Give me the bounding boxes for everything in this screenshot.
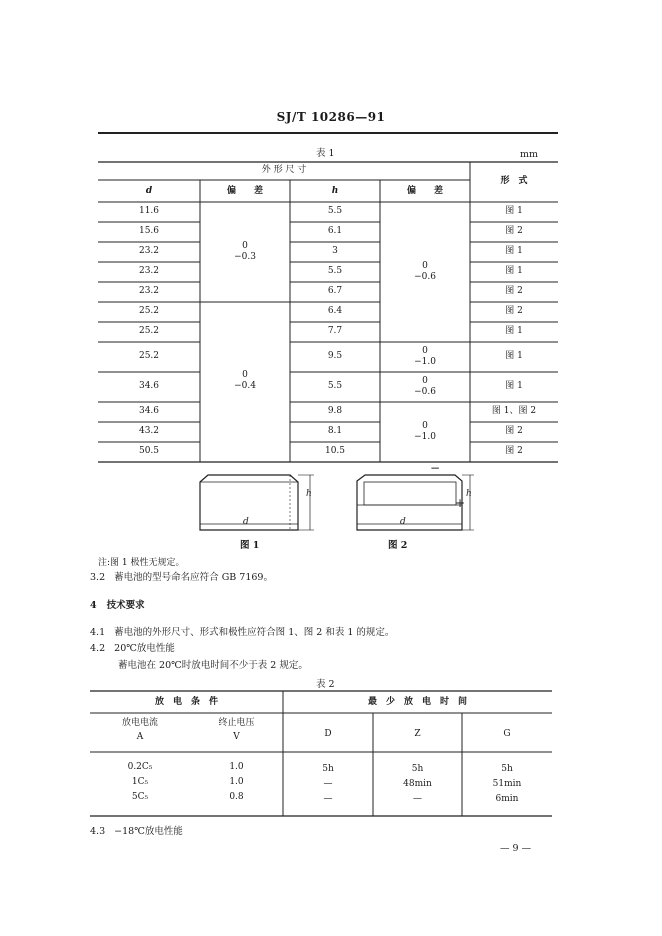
voltage-value: 1.0: [229, 762, 244, 772]
h-value: 5.5: [327, 266, 343, 276]
figure2-caption: 图 2: [388, 540, 408, 551]
voltage-value: 1.0: [229, 777, 244, 787]
figure1-h-label: h: [306, 489, 312, 499]
h-value: 7.7: [327, 326, 343, 336]
section-title: −18℃放电性能: [114, 826, 183, 837]
table1-caption: 表 1: [316, 148, 335, 159]
form-value: 图 1: [505, 266, 523, 276]
table1-col-form: 形 式: [500, 176, 528, 186]
h-value: 3: [332, 246, 338, 256]
form-value: 图 1: [505, 326, 523, 336]
G-value: 6min: [495, 794, 519, 804]
tol-lower: −0.3: [234, 252, 256, 262]
table2-col-G: G: [503, 729, 511, 739]
table1-col-h-tol: 偏 差: [406, 186, 443, 196]
tol-upper: 0: [242, 241, 248, 251]
form-value: 图 1: [505, 246, 523, 256]
section-number: 4.1: [90, 627, 106, 638]
d-value: 43.2: [138, 426, 160, 436]
table2-col-Z: Z: [414, 729, 421, 739]
form-value: 图 2: [505, 426, 523, 436]
tol-lower: −0.6: [414, 387, 436, 397]
G-value: 51min: [492, 779, 522, 789]
d-value: 11.6: [138, 206, 160, 216]
d-value: 25.2: [138, 351, 160, 361]
voltage-value: 0.8: [229, 792, 244, 802]
d-value: 15.6: [138, 226, 160, 236]
table1-group-header: 外 形 尺 寸: [261, 165, 307, 175]
table1-col-d: d: [145, 186, 153, 196]
section-text: 蓄电池的外形尺寸、形式和极性应符合图 1、图 2 和表 1 的规定。: [114, 627, 395, 638]
section-number: 4.3: [90, 826, 106, 837]
tol-upper: 0: [242, 370, 248, 380]
D-value: —: [323, 779, 333, 789]
table2-header-min-time: 最 少 放 电 时 间: [367, 697, 467, 707]
section-number: 4.2: [90, 643, 106, 654]
tol-lower: −0.4: [234, 381, 256, 391]
current-value: 1C₅: [131, 777, 149, 787]
D-value: 5h: [322, 764, 334, 774]
form-value: 图 1: [505, 381, 523, 391]
d-value: 50.5: [138, 446, 160, 456]
D-value: —: [323, 794, 333, 804]
figure1-d-label: d: [243, 517, 249, 527]
figure2-plus-sign: +: [455, 496, 466, 510]
figure-note: 注:图 1 极性无规定。: [98, 558, 185, 568]
Z-value: 48min: [403, 779, 432, 789]
figure2-minus-sign: −: [430, 461, 441, 475]
page-number: — 9 —: [500, 843, 532, 854]
section-title: 20℃放电性能: [114, 643, 175, 654]
tol-upper: 0: [422, 346, 428, 356]
section-4-3: [90, 823, 183, 837]
form-value: 图 1、图 2: [491, 406, 537, 416]
table2-header-conditions: 放 电 条 件: [154, 697, 218, 707]
form-value: 图 2: [505, 446, 523, 456]
table1-col-d-tol: 偏 差: [226, 186, 263, 196]
Z-value: —: [413, 794, 422, 804]
tol-upper: 0: [422, 421, 428, 431]
h-value: 8.1: [327, 426, 343, 436]
section-number: 4: [90, 600, 97, 611]
section-text: 蓄电池的型号命名应符合 GB 7169。: [114, 572, 273, 583]
standard-number-header: SJ/T 10286—91: [276, 110, 386, 124]
h-value: 6.1: [327, 226, 343, 236]
section-number: 3.2: [90, 572, 106, 583]
d-value: 25.2: [138, 306, 160, 316]
form-value: 图 1: [505, 206, 523, 216]
h-value: 9.5: [327, 351, 343, 361]
table2-col-D: D: [324, 729, 332, 739]
current-value: 5C₅: [131, 792, 149, 802]
tol-lower: −0.6: [414, 272, 436, 282]
table1-col-h: h: [331, 186, 339, 196]
d-value: 34.6: [138, 381, 160, 391]
table2-col-current: 放电电流 A: [121, 718, 158, 742]
table2-col-voltage: 终止电压 V: [218, 718, 255, 742]
form-value: 图 2: [505, 306, 523, 316]
section-title: 技术要求: [106, 600, 145, 611]
Z-value: 5h: [411, 764, 424, 774]
d-value: 23.2: [138, 266, 160, 276]
d-value: 34.6: [138, 406, 160, 416]
tol-upper: 0: [422, 261, 428, 271]
h-value: 6.7: [327, 286, 343, 296]
d-value: 23.2: [138, 286, 160, 296]
h-value: 9.8: [327, 406, 343, 416]
table1-unit: mm: [520, 149, 539, 160]
figure1-caption: 图 1: [240, 540, 260, 551]
tol-lower: −1.0: [414, 432, 436, 442]
figure2-h-label: h: [466, 489, 472, 499]
section-4-2-body: 蓄电池在 20℃时放电时间不少于表 2 规定。: [118, 660, 308, 671]
h-value: 5.5: [327, 206, 343, 216]
G-value: 5h: [501, 764, 513, 774]
form-value: 图 1: [505, 351, 523, 361]
h-value: 10.5: [324, 446, 346, 456]
d-value: 25.2: [138, 326, 160, 336]
form-value: 图 2: [505, 286, 523, 296]
h-value: 6.4: [327, 306, 343, 316]
current-value: 0.2C₅: [127, 762, 153, 772]
d-value: 23.2: [138, 246, 160, 256]
tol-lower: −1.0: [414, 357, 436, 367]
tol-upper: 0: [422, 376, 428, 386]
figure2-d-label: d: [400, 517, 406, 527]
h-value: 5.5: [327, 381, 343, 391]
form-value: 图 2: [505, 226, 523, 236]
table2-caption: 表 2: [316, 679, 335, 690]
